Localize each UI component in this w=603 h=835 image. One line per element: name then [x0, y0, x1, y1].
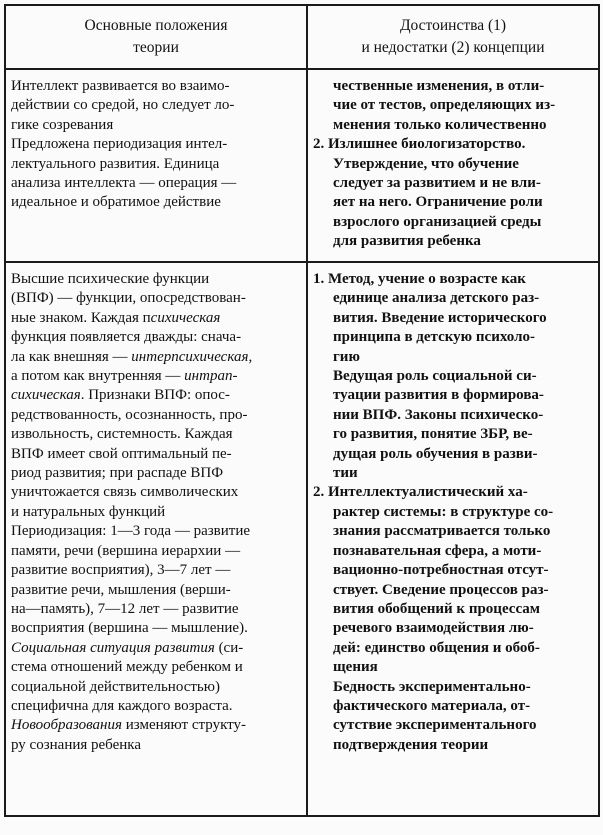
- text-line: анализа интеллекта — операция —: [11, 175, 237, 192]
- header-text: и недостатки (2) концепции: [361, 39, 545, 56]
- text-line: гию: [333, 348, 360, 365]
- text-line: редствованность, осознанность, про-: [11, 406, 248, 423]
- text-line: 1. Метод, учение о возрасте как: [313, 271, 526, 287]
- text-line: ные знаком. Каждая психическая: [11, 309, 221, 326]
- text-line: восприятия (вершина — мышление).: [11, 620, 248, 637]
- text-line: туации развития в формирова-: [333, 387, 544, 404]
- header-text: теории: [133, 39, 179, 56]
- text-line: речевого взаимодействия лю-: [333, 620, 534, 637]
- text-line: познавательная сфера, а моти-: [333, 542, 542, 559]
- text-line: функция появляется дважды: снача-: [11, 329, 242, 346]
- text-line: и натуральных функций: [11, 503, 166, 520]
- text-line: Интеллект развивается во взаимо-: [11, 78, 230, 94]
- italic-term: интрап-: [184, 368, 238, 385]
- text-line: памяти, речи (вершина иерархии —: [11, 542, 241, 559]
- text-line: риод развития; при распаде ВПФ: [11, 465, 224, 482]
- text-line: вития. Введение исторического: [333, 309, 547, 326]
- text-line: менения только количественно: [333, 116, 547, 133]
- text-line: Новообразования изменяют структу-: [11, 717, 247, 734]
- row1-provisions-cell: [5, 69, 307, 262]
- row1-evaluation-cell: [307, 69, 599, 262]
- text-line: нии ВПФ. Законы психическо-: [333, 406, 544, 423]
- table-row: [5, 262, 599, 816]
- text-line: яет на него. Ограничение роли: [333, 194, 543, 211]
- text-line: 2. Излишнее биологизаторство.: [313, 136, 526, 153]
- text-line: чественные изменения, в отли-: [333, 78, 545, 94]
- text-line: (ВПФ) — функции, опосредствован-: [11, 290, 246, 307]
- text-line: Социальная ситуация развития (си-: [11, 639, 244, 656]
- text-line: социальной действительностью): [11, 678, 220, 695]
- text-line: для развития ребенка: [333, 233, 481, 250]
- text-line: рактер системы: в структуре со-: [333, 503, 554, 520]
- text-line: развитие речи, мышления (верши-: [11, 581, 231, 598]
- text-line: 2. Интеллектуалистический ха-: [313, 484, 528, 501]
- text-line: сихическая. Признаки ВПФ: опос-: [11, 387, 230, 404]
- header-text: Достоинства (1): [399, 17, 507, 34]
- italic-term: интерпсихическая: [131, 348, 249, 365]
- text-line: специфична для каждого возраста.: [11, 697, 233, 714]
- text-line: Бедность экспериментально-: [333, 678, 531, 695]
- text-line: ру сознания ребенка: [11, 736, 142, 753]
- text-line: Периодизация: 1—3 года — развитие: [11, 523, 251, 540]
- text-line: развитие восприятия), 3—7 лет —: [11, 562, 231, 579]
- header-text: Основные положения: [84, 17, 228, 34]
- text-line: следует за развитием и не вли-: [333, 175, 541, 192]
- text-line: дущая роль обучения в разви-: [333, 445, 538, 462]
- header-pros-cons: [307, 5, 599, 69]
- header-main-provisions: [5, 5, 307, 69]
- text-line: стема отношений между ребенком и: [11, 659, 243, 676]
- text-line: ствует. Сведение процессов раз-: [333, 581, 549, 598]
- text-line: гике созревания: [11, 116, 114, 133]
- italic-term: сихическая: [150, 309, 221, 326]
- text-line: единице анализа детского раз-: [333, 290, 540, 307]
- text-line: подтверждения теории: [333, 736, 489, 753]
- text-line: извольность, системность. Каждая: [11, 426, 233, 443]
- text-line: сутствие экспериментального: [333, 717, 537, 734]
- text-line: тии: [333, 465, 358, 482]
- theory-comparison-table: [4, 4, 600, 817]
- row2-provisions-cell: [5, 262, 307, 816]
- text-line: вационно-потребностная отсут-: [333, 562, 549, 579]
- text-line: щения: [333, 659, 378, 676]
- text-line: го развития, понятие ЗБР, ве-: [333, 426, 533, 443]
- text-line: идеальное и обратимое действие: [11, 194, 221, 211]
- text-line: фактического материала, от-: [333, 697, 531, 714]
- table-row: [5, 69, 599, 262]
- text-line: дей: единство общения и обоб-: [333, 639, 540, 656]
- text-line: Предложена периодизация интел-: [11, 136, 228, 153]
- text-line: Высшие психические функции: [11, 271, 210, 287]
- text-line: знания рассматривается только: [333, 523, 551, 540]
- text-line: принципа в детскую психоло-: [333, 329, 535, 346]
- text-line: вития обобщений к процессам: [333, 600, 540, 617]
- text-line: лектуального развития. Единица: [11, 155, 220, 172]
- text-line: взрослого организацией среды: [333, 213, 542, 230]
- text-line: ВПФ имеет свой оптимальный пе-: [11, 445, 232, 462]
- header-row: [5, 5, 599, 69]
- text-line: Ведущая роль социальной си-: [333, 368, 537, 385]
- italic-term: Социальная ситуация развития: [11, 639, 215, 656]
- text-line: действии со средой, но следует ло-: [11, 97, 235, 114]
- text-line: а потом как внутренняя — интрап-: [11, 368, 238, 385]
- text-line: ла как внешняя — интерпсихическая,: [11, 348, 253, 365]
- text-line: уничтожается связь символических: [11, 484, 239, 501]
- text-line: Утверждение, что обучение: [333, 155, 519, 172]
- text-line: на—память), 7—12 лет — развитие: [11, 600, 239, 617]
- row2-evaluation-cell: [307, 262, 599, 816]
- italic-term: сихическая: [11, 387, 81, 404]
- text-line: чие от тестов, определяющих из-: [333, 97, 556, 114]
- italic-term: Новообразования: [11, 717, 122, 734]
